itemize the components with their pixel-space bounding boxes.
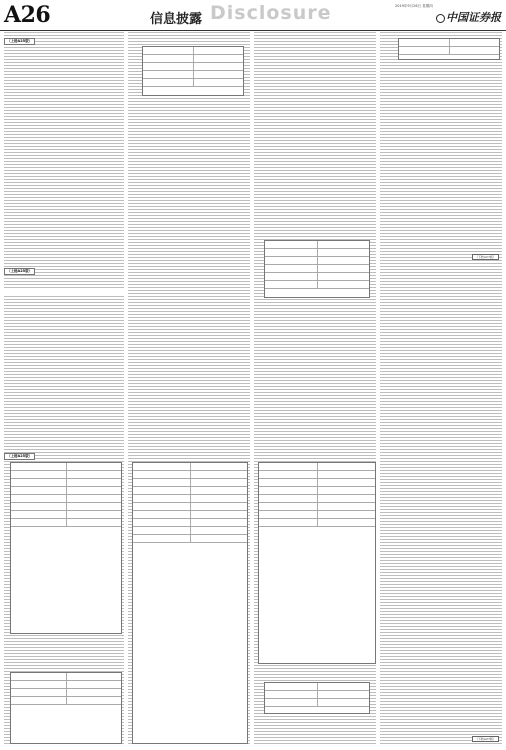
disclosure-table [264, 240, 370, 298]
text-column-4 [380, 32, 502, 746]
logo-emblem-icon [436, 14, 445, 23]
continuation-note: （下转A27版） [472, 736, 499, 742]
continuation-note: （下转A27版） [472, 254, 499, 260]
section-heading: （上接A25版） [4, 38, 35, 45]
disclosure-table [398, 38, 500, 60]
section-heading: （上接A25版） [4, 268, 35, 275]
newspaper-name: 中国证券报 [446, 11, 501, 24]
section-title-en: Disclosure [210, 2, 332, 24]
issue-date: 2019年9月26日 星期四 [395, 4, 433, 8]
disclosure-table [258, 462, 376, 664]
paragraph-gap [4, 290, 124, 294]
page-number: A26 [4, 2, 51, 28]
text-column-1 [4, 32, 124, 746]
disclosure-table [10, 672, 122, 744]
disclosure-table [264, 682, 370, 714]
disclosure-table [10, 462, 122, 634]
masthead [0, 0, 506, 31]
newspaper-logo [436, 9, 501, 25]
disclosure-table [142, 46, 244, 96]
section-heading: （上接A25版） [4, 453, 35, 460]
section-title-cn: 信息披露 [150, 12, 203, 27]
text-column-2 [128, 32, 250, 746]
text-column-3 [254, 32, 376, 746]
disclosure-table [132, 462, 248, 744]
